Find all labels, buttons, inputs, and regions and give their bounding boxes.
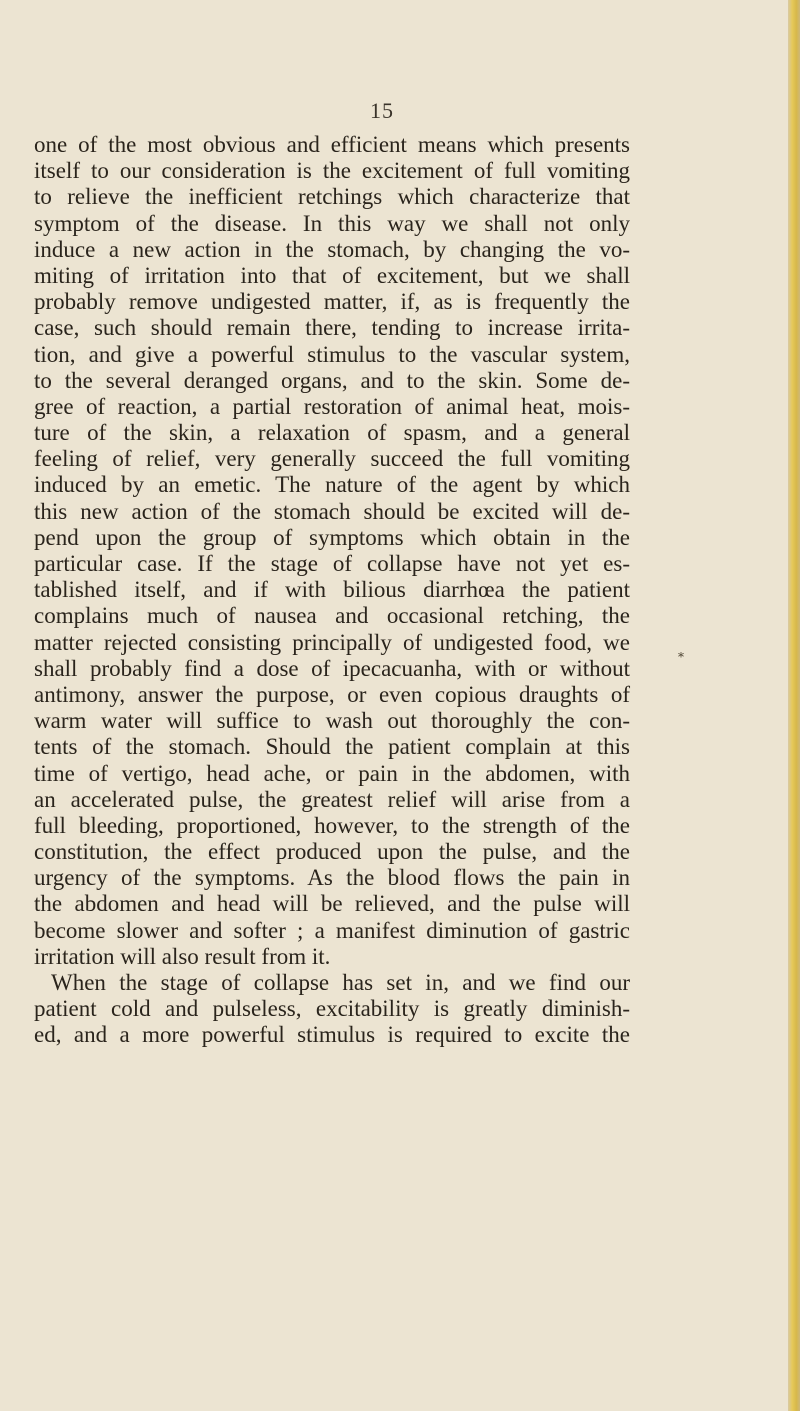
text-line: to the several deranged organs, and to the skin. Some de- bbox=[34, 367, 630, 393]
text-line: become slower and softer ; a manifest diminution of gastric bbox=[34, 917, 630, 943]
text-line: this new action of the stomach should be excited will de- bbox=[34, 498, 630, 524]
text-line: induce a new action in the stomach, by changing the vo- bbox=[34, 236, 630, 262]
text-line: tents of the stomach. Should the patient complain at this bbox=[34, 734, 630, 760]
text-line: an accelerated pulse, the greatest relief will arise from a bbox=[34, 786, 630, 812]
text-line: feeling of relief, very generally succeed the full vomiting bbox=[34, 446, 630, 472]
text-line: warm water will suffice to wash out thoroughly the con- bbox=[34, 708, 630, 734]
text-line: time of vertigo, head ache, or pain in the abdomen, with bbox=[34, 760, 630, 786]
text-line: gree of reaction, a partial restoration of animal heat, mois- bbox=[34, 393, 630, 419]
text-line: one of the most obvious and efficient means which presents bbox=[34, 132, 630, 157]
text-line: to relieve the inefficient retchings which characterize that bbox=[34, 184, 630, 210]
text-line: irritation will also result from it. bbox=[34, 943, 331, 969]
margin-mark: * bbox=[678, 650, 684, 664]
text-line: the abdomen and head will be relieved, and the pulse will bbox=[34, 891, 630, 917]
text-line: miting of irritation into that of excitement, but we shall bbox=[34, 262, 630, 288]
text-line: case, such should remain there, tending to increase irrita- bbox=[34, 315, 630, 341]
body-text bbox=[34, 132, 774, 1049]
text-line: complains much of nausea and occasional retching, the bbox=[34, 603, 630, 629]
text-line: When the stage of collapse has set in, and we find our bbox=[51, 970, 630, 995]
text-line: antimony, answer the purpose, or even copious draughts of bbox=[34, 681, 630, 707]
text-line: ed, and a more powerful stimulus is required to excite the bbox=[34, 1022, 630, 1048]
page-number: 15 bbox=[370, 98, 394, 123]
text-line: constitution, the effect produced upon the pulse, and the bbox=[34, 839, 630, 865]
text-line: full bleeding, proportioned, however, to the strength of the bbox=[34, 812, 630, 838]
text-line: pend upon the group of symptoms which obtain in the bbox=[34, 524, 630, 550]
text-line: induced by an emetic. The nature of the agent by which bbox=[34, 472, 630, 498]
text-line: particular case. If the stage of collapse have not yet es- bbox=[34, 551, 630, 576]
text-line: urgency of the symptoms. As the blood flows the pain in bbox=[34, 865, 630, 891]
text-line: tablished itself, and if with bilious diarrhœa the patient bbox=[34, 577, 630, 603]
text-line: tion, and give a powerful stimulus to the vascular system, bbox=[34, 341, 630, 367]
text-line: probably remove undigested matter, if, as is frequently the bbox=[34, 289, 630, 315]
text-line: symptom of the disease. In this way we shall not only bbox=[34, 210, 630, 236]
text-line: ture of the skin, a relaxation of spasm, and a general bbox=[34, 420, 630, 446]
gilt-page-edge bbox=[788, 0, 800, 1411]
text-line: patient cold and pulseless, excitability is greatly diminish- bbox=[34, 996, 630, 1022]
text-line: itself to our consideration is the excitement of full vomiting bbox=[34, 158, 630, 184]
text-line: shall probably find a dose of ipecacuanha, with or without bbox=[34, 655, 630, 681]
text-line: matter rejected consisting principally of undigested food, we bbox=[34, 629, 630, 655]
